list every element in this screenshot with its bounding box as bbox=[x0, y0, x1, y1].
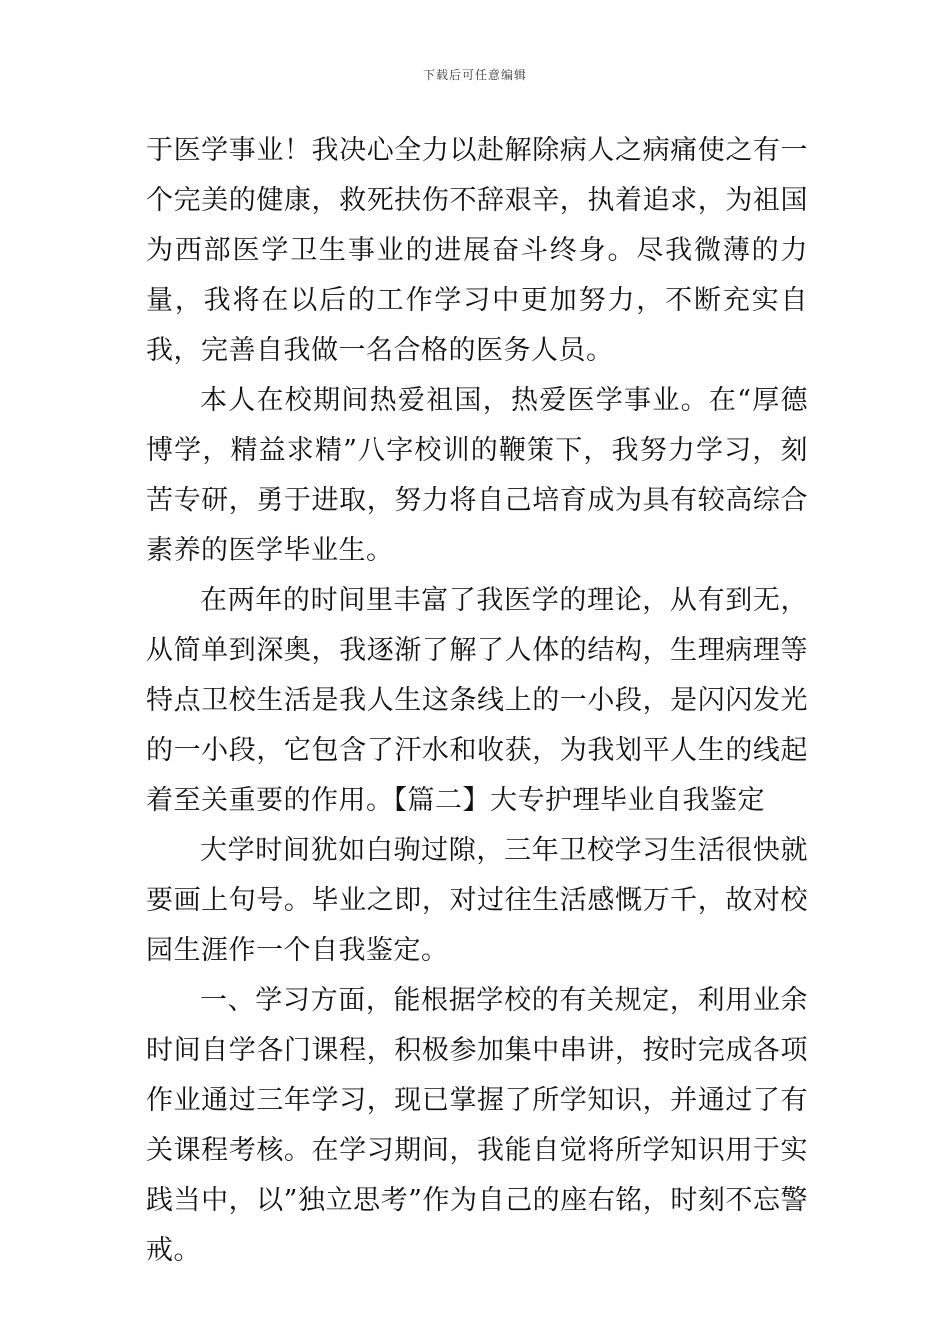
paragraph-4: 大学时间犹如白驹过隙，三年卫校学习生活很快就要画上句号。毕业之即，对过往生活感慨万千，故对校园生涯作一个自我鉴定。 bbox=[146, 835, 808, 966]
page-header: 下载后可任意编辑 bbox=[422, 68, 527, 82]
paragraph-1: 于医学事业！我决心全力以赴解除病人之病痛使之有一个完美的健康，救死扶伤不辞艰辛，执着追求，为祖国为西部医学卫生事业的进展奋斗终身。尽我微薄的力量，我将在以后的工作学习中更加努力，不断充实自我，完善自我做一名合格的医务人员。 bbox=[146, 135, 808, 366]
paragraph-3: 在两年的时间里丰富了我医学的理论，从有到无，从简单到深奥，我逐渐了解了人体的结构，生理病理等特点卫校生活是我人生这条线上的一小段，是闪闪发光的一小段，它包含了汗水和收获，为我划平人生的线起着至关重要的作用。【篇二】大专护理毕业自我鉴定 bbox=[146, 585, 808, 816]
paragraph-2: 本人在校期间热爱祖国，热爱医学事业。在“厚德博学，精益求精”八字校训的鞭策下，我努力学习，刻苦专研，勇于进取，努力将自己培育成为具有较高综合素养的医学毕业生。 bbox=[146, 385, 808, 566]
document-body bbox=[146, 126, 808, 1276]
paragraph-5: 一、学习方面，能根据学校的有关规定，利用业余时间自学各门课程，积极参加集中串讲，按时完成各项作业通过三年学习，现已掌握了所学知识，并通过了有关课程考核。在学习期间，我能自觉将所学知识用于实践当中，以”独立思考”作为自己的座右铭，时刻不忘警戒。 bbox=[146, 985, 808, 1266]
